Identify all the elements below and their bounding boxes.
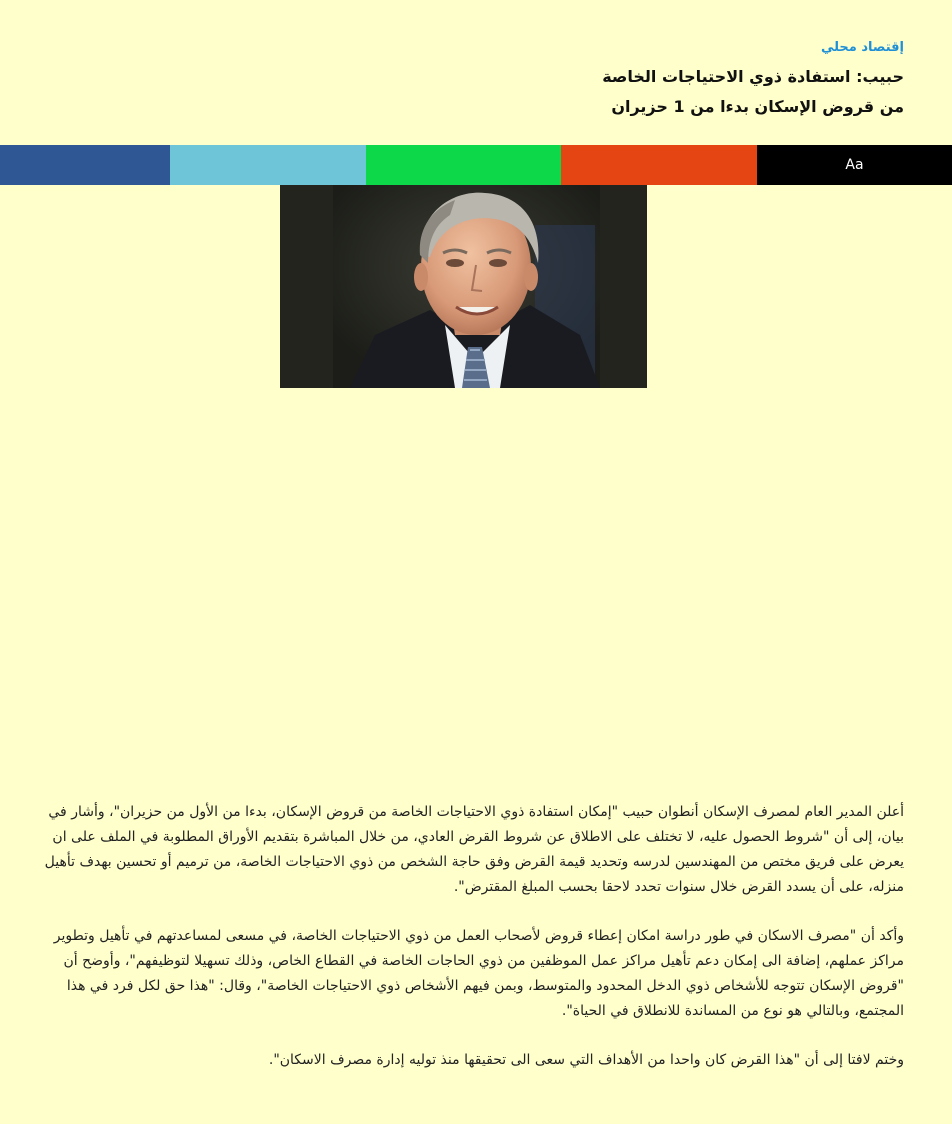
theme-color-bar xyxy=(0,145,952,185)
swatch-blue[interactable] xyxy=(0,145,170,185)
article-paragraph: أعلن المدير العام لمصرف الإسكان أنطوان حبيب "إمكان استفادة ذوي الاحتياجات الخاصة من قروض الإسكان، بدءا من الأول من حزيران"، وأشار في بيان، إلى أن "شروط الحصول عليه، لا تختلف على الاطلاق عن شروط القرض العادي، من خلال المباشرة بتقديم الأوراق المطلوبة في الملف على ان يعرض على فريق مختص من المهندسين لدرسه وتحديد قيمة القرض وفق حاجة الشخص من ذوي الاحتياجات الخاصة، من ترميم أو تحسين بهدف تأهيل منزله، على أن يسدد القرض خلال سنوات تحدد لاحقا بحسب المبلغ المقترض". xyxy=(44,804,904,895)
font-size-toggle-label: Aa xyxy=(845,157,864,173)
article-body xyxy=(44,800,904,1097)
article-title xyxy=(44,62,904,122)
swatch-light-blue[interactable] xyxy=(170,145,366,185)
section-label[interactable]: إقتصاد محلي xyxy=(820,40,904,55)
article-paragraph: وختم لافتا إلى أن "هذا القرض كان واحدا من الأهداف التي سعى الى تحقيقها منذ توليه إدارة مصرف الاسكان". xyxy=(268,1052,904,1068)
article-paragraph: وأكد أن "مصرف الاسكان في طور دراسة امكان إعطاء قروض لأصحاب العمل من ذوي الاحتياجات الخاصة، في مسعى لمساعدتهم في تأهيل وتطوير مراكز عملهم، إضافة الى إمكان دعم تأهيل مراكز عمل الموظفين من ذوي الحاجات الخاصة في القطاع الخاص، وذلك تسهيلا لتوظيفهم"، وأوضح أن "قروض الإسكان تتوجه للأشخاص ذوي الدخل المحدود والمتوسط، وبمن فيهم الأشخاص ذوي الاحتياجات الخاصة"، وقال: "هذا حق لكل فرد في هذا المجتمع، وبالتالي هو نوع من المساندة للانطلاق في الحياة". xyxy=(53,928,904,1019)
portrait-illustration xyxy=(280,185,647,388)
article-title-line-2: من قروض الإسكان بدءا من 1 حزيران xyxy=(611,97,904,116)
article-photo xyxy=(280,185,647,388)
article-title-line-1: حبيب: استفادة ذوي الاحتياجات الخاصة xyxy=(602,67,904,86)
article-header xyxy=(44,38,904,122)
swatch-orange[interactable] xyxy=(561,145,757,185)
swatch-green[interactable] xyxy=(366,145,561,185)
font-size-toggle-button[interactable] xyxy=(757,145,952,185)
